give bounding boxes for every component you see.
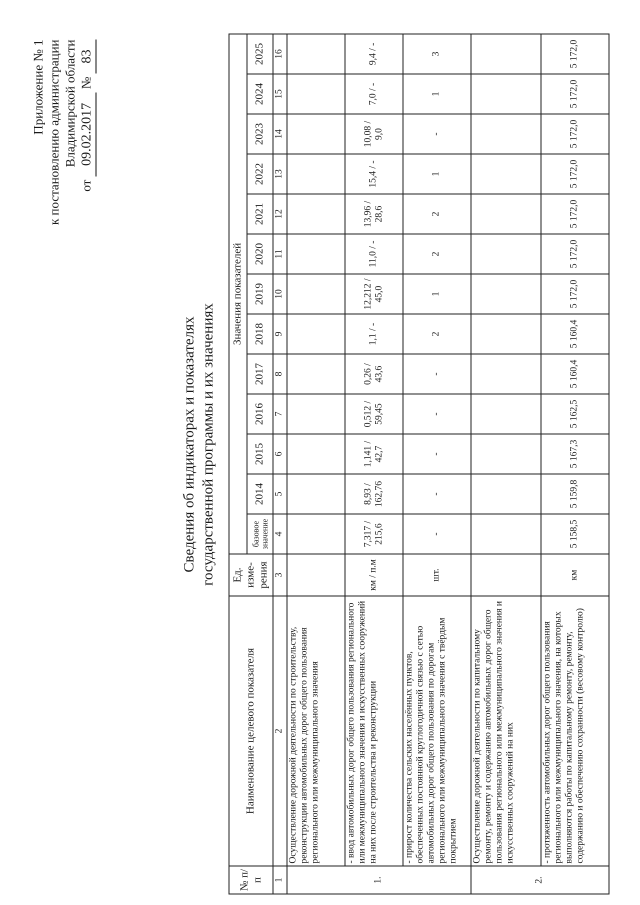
value-cell: [287, 474, 345, 514]
value-cell: [287, 514, 345, 554]
col-number: 14: [273, 114, 287, 154]
value-cell: 11,0 / -: [345, 234, 403, 274]
value-cell: 0,26 / 43,6: [345, 354, 403, 394]
col-number: 16: [273, 34, 287, 74]
indicator-name: Осуществление дорожной деятельности по строительству, реконструкции автомобильных дорог общего пользования регионального или межмуниципального значения: [287, 596, 345, 866]
value-cell: 5 172,0: [541, 74, 609, 114]
value-cell: [471, 194, 541, 234]
value-cell: 5 160,4: [541, 354, 609, 394]
col-number: 15: [273, 74, 287, 114]
value-cell: -: [403, 114, 471, 154]
value-cell: [287, 234, 345, 274]
header-year: 2023: [247, 114, 273, 154]
value-cell: [287, 114, 345, 154]
value-cell: [471, 74, 541, 114]
unit-cell: км / п.м: [345, 554, 403, 596]
col-number: 6: [273, 434, 287, 474]
col-number: 9: [273, 314, 287, 354]
value-cell: [287, 274, 345, 314]
value-cell: 5 172,0: [541, 234, 609, 274]
value-cell: 5 172,0: [541, 154, 609, 194]
header-year: 2017: [247, 354, 273, 394]
document-page: [1, 0, 640, 905]
value-cell: [471, 314, 541, 354]
value-cell: 2: [403, 194, 471, 234]
value-cell: 1: [403, 74, 471, 114]
value-cell: [471, 394, 541, 434]
value-cell: 5 172,0: [541, 274, 609, 314]
title-line-1: Сведения об индикаторах и показателях: [181, 316, 198, 573]
header-year: 2016: [247, 394, 273, 434]
header-name: Наименование целевого показателя: [229, 596, 273, 866]
appendix-region: Владимирской области: [62, 39, 78, 168]
table-row: [471, 34, 541, 894]
header-year: 2019: [247, 274, 273, 314]
value-cell: 7,0 / -: [345, 74, 403, 114]
indicator-name: - прирост количества сельских населённых пунктов, обеспеченных постоянной круглогодичной связью с сетью автомобильных дорог общего пользования по дорогам регионального или межмуниципального значения с твёрдым покрытием: [403, 596, 471, 866]
value-cell: 5 172,0: [541, 114, 609, 154]
value-cell: [471, 514, 541, 554]
header-year: 2020: [247, 234, 273, 274]
value-cell: 8,93 / 162,76: [345, 474, 403, 514]
value-cell: -: [403, 354, 471, 394]
table-row: [403, 34, 471, 894]
col-number: 8: [273, 354, 287, 394]
value-cell: 5 172,0: [541, 194, 609, 234]
value-cell: 1: [403, 274, 471, 314]
header-num: № п/п: [229, 866, 273, 894]
col-number: 10: [273, 274, 287, 314]
value-cell: [471, 234, 541, 274]
header-base: базовое значение: [247, 514, 273, 554]
value-cell: [471, 34, 541, 74]
value-cell: 5 158,5: [541, 514, 609, 554]
header-year: 2025: [247, 34, 273, 74]
value-cell: -: [403, 434, 471, 474]
col-number: 11: [273, 234, 287, 274]
header-year: 2022: [247, 154, 273, 194]
value-cell: [287, 194, 345, 234]
value-cell: [287, 74, 345, 114]
table-row: [345, 34, 403, 894]
value-cell: 15,4 / -: [345, 154, 403, 194]
indicator-name: - протяженность автомобильных дорог общего пользования регионального или межмуниципального значения, на которых выполняются работы по капитальному ремонту, ремонту, содержанию и обеспечению сохранности (весовому контролю): [541, 596, 609, 866]
value-cell: 1: [403, 154, 471, 194]
col-number: 1: [273, 866, 287, 894]
number-label: №: [78, 76, 94, 90]
decree-date: 09.02.2017: [80, 92, 97, 176]
value-cell: [287, 154, 345, 194]
unit-cell: шт.: [403, 554, 471, 596]
value-cell: 5 159,8: [541, 474, 609, 514]
value-cell: 9,4 / -: [345, 34, 403, 74]
indicators-table: [229, 33, 610, 894]
appendix-date-line: [79, 40, 97, 330]
value-cell: [471, 114, 541, 154]
value-cell: [287, 34, 345, 74]
value-cell: [287, 354, 345, 394]
table-row: [541, 34, 609, 894]
value-cell: 0,512 / 59,45: [345, 394, 403, 434]
value-cell: -: [403, 394, 471, 434]
value-cell: 1,141 / 42,7: [345, 434, 403, 474]
value-cell: [471, 434, 541, 474]
header-year: 2014: [247, 474, 273, 514]
value-cell: [287, 434, 345, 474]
value-cell: 5 167,3: [541, 434, 609, 474]
value-cell: 5 172,0: [541, 34, 609, 74]
decree-number: 83: [80, 40, 97, 74]
unit-cell: [287, 554, 345, 596]
indicator-name: Осуществление дорожной деятельности по капитальному ремонту, ремонту и содержанию автомобильных дорог общего пользования регионального или межмуниципального значения и искусственных сооружений на них: [471, 596, 541, 866]
col-number: 12: [273, 194, 287, 234]
row-number: 1.: [287, 866, 471, 894]
appendix-block: [31, 40, 97, 330]
header-values-group: Значения показателей: [229, 34, 247, 554]
header-year: 2018: [247, 314, 273, 354]
value-cell: [471, 274, 541, 314]
appendix-title: Приложение № 1: [30, 39, 46, 135]
value-cell: 3: [403, 34, 471, 74]
unit-cell: [471, 554, 541, 596]
col-number: 13: [273, 154, 287, 194]
value-cell: [471, 154, 541, 194]
col-number: 2: [273, 596, 287, 866]
col-number: 7: [273, 394, 287, 434]
value-cell: [471, 354, 541, 394]
value-cell: 13,96 / 28,6: [345, 194, 403, 234]
value-cell: 5 160,4: [541, 314, 609, 354]
header-year: 2015: [247, 434, 273, 474]
value-cell: [471, 474, 541, 514]
value-cell: 12,212 / 45,0: [345, 274, 403, 314]
header-year: 2021: [247, 194, 273, 234]
value-cell: 2: [403, 234, 471, 274]
row-number: 2.: [471, 866, 609, 894]
indicator-name: - ввод автомобильных дорог общего пользования регионального или межмуниципального значения и искусственных сооружений на них после строительства и реконструкции: [345, 596, 403, 866]
value-cell: -: [403, 474, 471, 514]
col-number: 4: [273, 514, 287, 554]
unit-cell: км: [541, 554, 609, 596]
value-cell: [287, 314, 345, 354]
document-title: [181, 35, 219, 855]
value-cell: 7,317 / 215,6: [345, 514, 403, 554]
col-number: 5: [273, 474, 287, 514]
value-cell: 2: [403, 314, 471, 354]
value-cell: 5 162,5: [541, 394, 609, 434]
value-cell: 10,08 / 9,0: [345, 114, 403, 154]
appendix-subtitle: к постановлению администрации: [46, 39, 62, 226]
from-label: от: [78, 179, 94, 192]
table-row: [287, 34, 345, 894]
value-cell: -: [403, 514, 471, 554]
value-cell: [287, 394, 345, 434]
title-line-2: государственной программы и их значениях: [200, 303, 217, 586]
value-cell: 1,1 / -: [345, 314, 403, 354]
header-year: 2024: [247, 74, 273, 114]
col-number: 3: [273, 554, 287, 596]
header-unit: Ед. изме-рения: [229, 554, 273, 596]
